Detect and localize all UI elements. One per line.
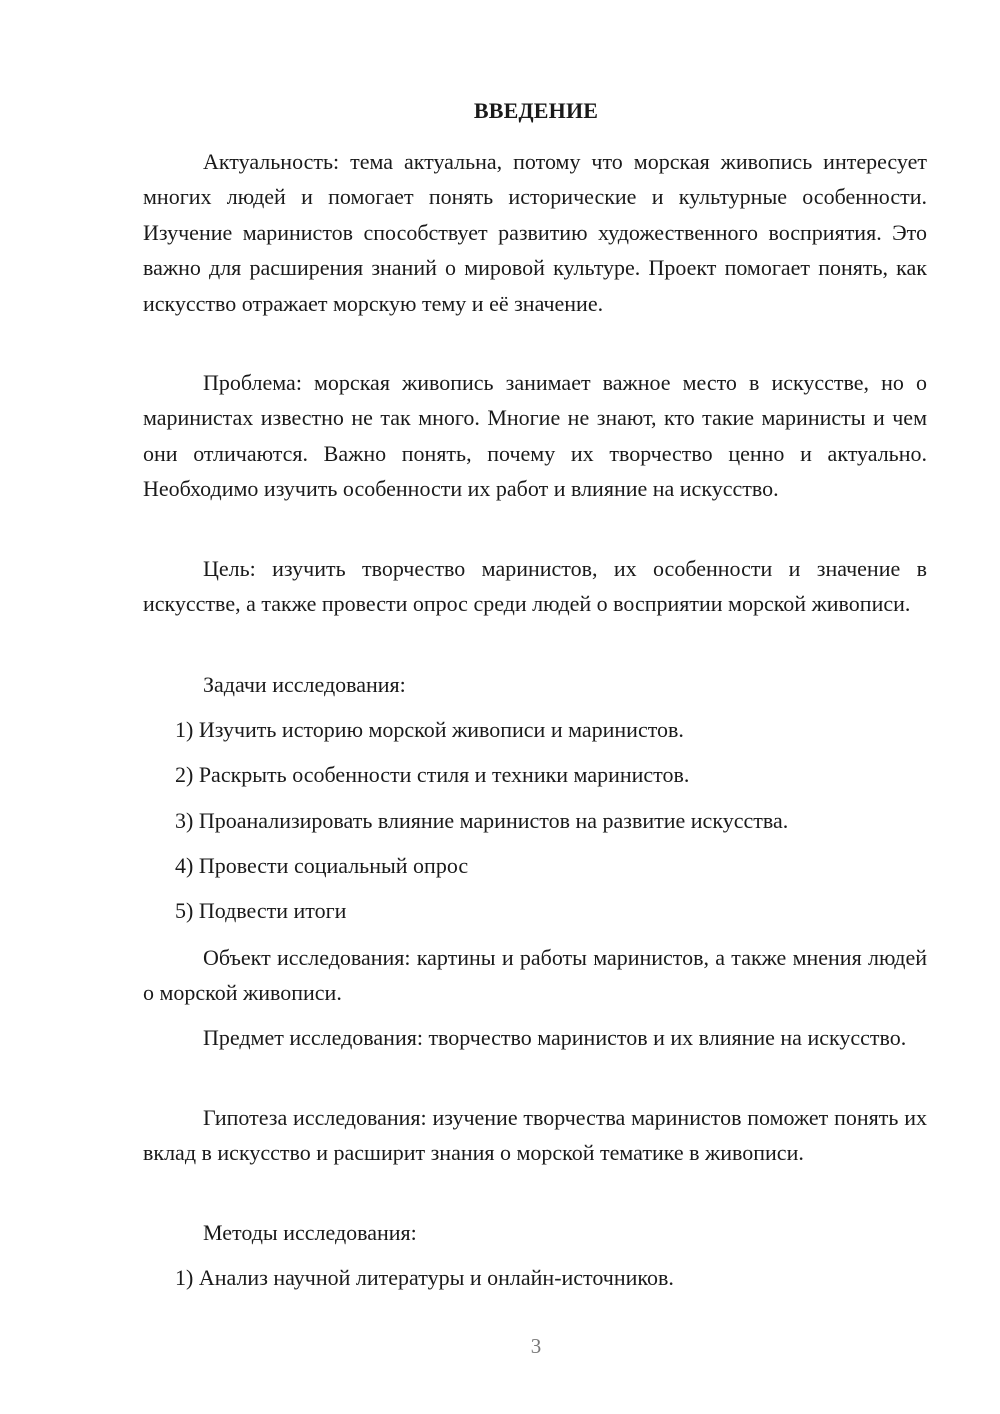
page-number: 3 — [530, 1334, 542, 1358]
section-title: ВВЕДЕНИЕ — [473, 98, 599, 123]
paragraph-goal: Цель: изучить творчество маринистов, их особенности и значение в искусстве, а также провести опрос среди людей о восприятии морской живописи. — [143, 556, 927, 617]
paragraph-object: Объект исследования: картины и работы маринистов, а также мнения людей о морской живописи. — [143, 945, 927, 1006]
method-item-1: 1) Анализ научной литературы и онлайн-источников. — [175, 1265, 674, 1290]
methods-heading: Методы исследования: — [203, 1220, 417, 1245]
paragraph-subject: Предмет исследования: творчество маринистов и их влияние на искусство. — [203, 1025, 907, 1050]
paragraph-problem: Проблема: морская живопись занимает важное место в искусстве, но о маринистах известно не так много. Многие не знают, кто такие маринисты и чем они отличаются. Важно понять, почему их творчество ценно и актуально. Необходимо изучить особенности их работ и влияние на искусство. — [143, 370, 927, 502]
task-item-1: 1) Изучить историю морской живописи и маринистов. — [175, 717, 684, 742]
task-item-3: 3) Проанализировать влияние маринистов на развитие искусства. — [175, 808, 789, 833]
paragraph-hypothesis: Гипотеза исследования: изучение творчества маринистов поможет понять их вклад в искусство и расширит знания о морской тематике в живописи. — [143, 1105, 927, 1166]
paragraph-relevance: Актуальность: тема актуальна, потому что морская живопись интересует многих людей и помогает понять исторические и культурные особенности. Изучение маринистов способствует развитию художественного восприятия. Это важно для расширения знаний о мировой культуре. Проект помогает понять, как искусство отражает морскую тему и её значение. — [143, 149, 927, 316]
task-item-4: 4) Провести социальный опрос — [175, 853, 469, 878]
tasks-heading: Задачи исследования: — [203, 672, 406, 697]
task-item-5: 5) Подвести итоги — [175, 898, 347, 923]
task-item-2: 2) Раскрыть особенности стиля и техники маринистов. — [175, 762, 690, 787]
